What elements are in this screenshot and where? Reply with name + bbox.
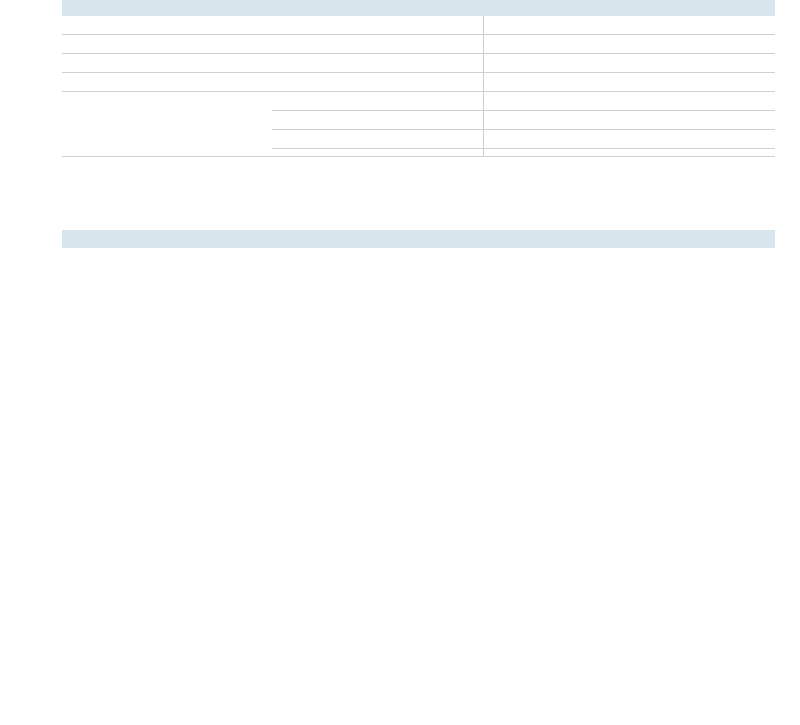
output-section-header — [62, 0, 775, 16]
type-header — [62, 230, 775, 248]
table-row — [62, 111, 775, 129]
table-row — [62, 73, 775, 92]
table-row — [62, 92, 775, 110]
table-row — [62, 54, 775, 73]
table-row — [62, 35, 775, 54]
table-row — [62, 16, 775, 35]
table-row — [62, 140, 775, 157]
